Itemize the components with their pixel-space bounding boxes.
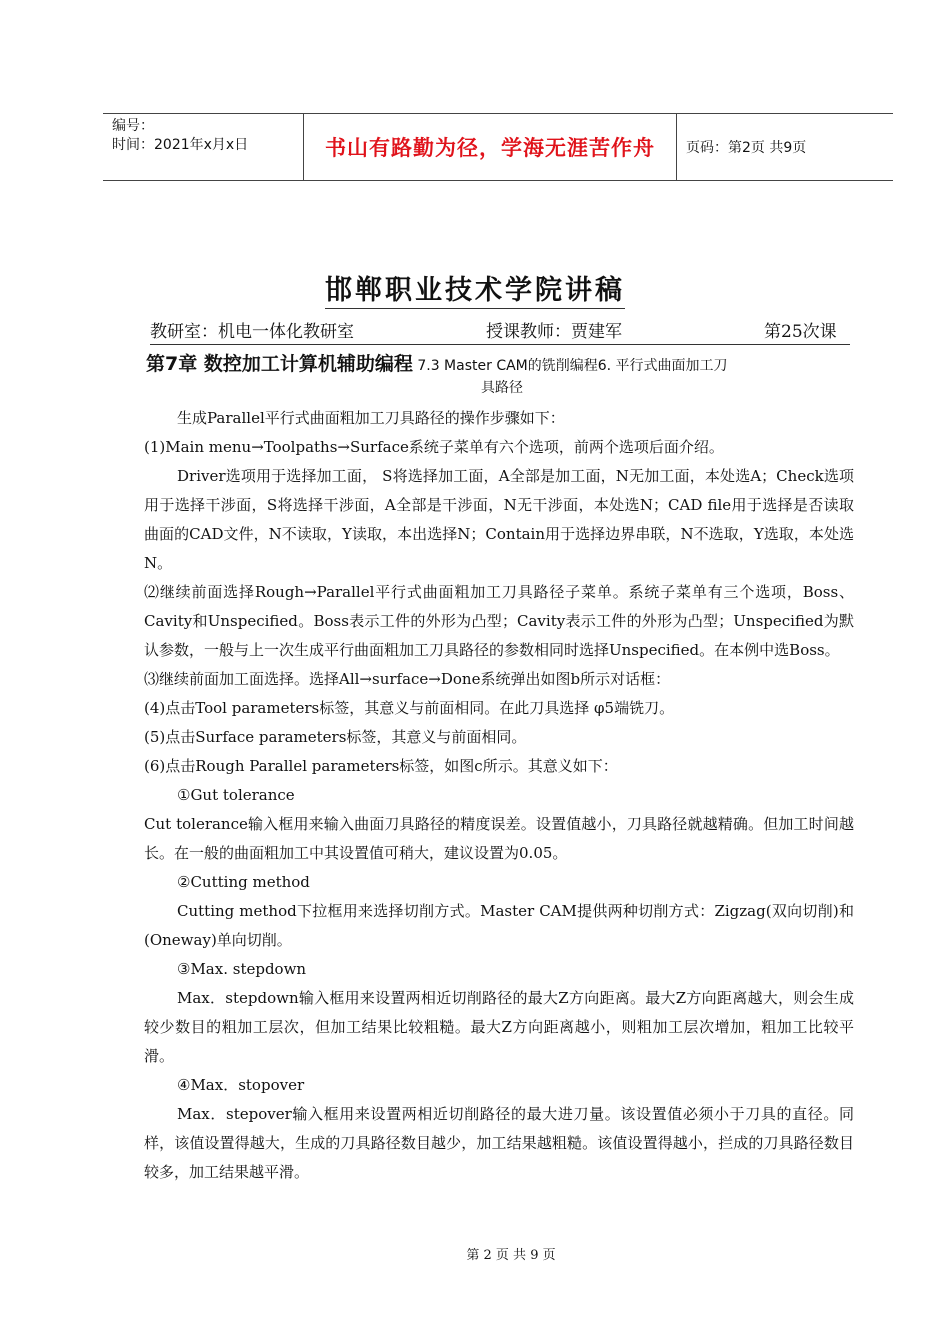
header-info-cell [103,114,304,180]
paragraph: (6)点击Rough Parallel parameters标签，如图c所示。其意义如下： [144,757,618,775]
paragraph: ①Gut tolerance [177,786,295,804]
course-meta-line [150,320,850,345]
paragraph: (4)点击Tool parameters标签，其意义与前面相同。在此刀具选择 φ5端铣刀。 [144,699,675,717]
paragraph: Max．stepdown输入框用来设置两相近切削路径的最大Z方向距离。最大Z方向距离越大，则会生成较少数目的粗加工层次，但加工结果比较粗糙。最大Z方向距离越小，则粗加工层次增加，粗加工比较平滑。 [144,989,854,1065]
paragraph: Max．stepover输入框用来设置两相近切削路径的最大进刀量。该设置值必须小于刀具的直径。同样，该值设置得越大，生成的刀具路径数目越少，加工结果越粗糙。该值设置得越小，拦成的刀具路径数目较多，加工结果越平滑。 [144,1105,854,1181]
paragraph: (1)Main menu→Toolpaths→Surface系统子菜单有六个选项，前两个选项后面介绍。 [144,438,724,456]
header-motto: 书山有路勤为径，学海无涯苦作舟 [304,114,677,180]
paragraph: ⑶继续前面加工面选择。选择All→surface→Done系统弹出如图b所示对话框： [144,670,671,688]
department-label: 教研室：机电一体化教研室 [150,322,354,342]
teacher-label: 授课教师：贾建军 [486,322,622,342]
paragraph: Cutting method下拉框用来选择切削方式。Master CAM提供两种切削方式：Zigzag(双向切削)和(Oneway)单向切削。 [144,902,854,949]
paragraph: ⑵继续前面选择Rough→Parallel平行式曲面粗加工刀具路径子菜单。系统子菜单有三个选项，Boss、Cavity和Unspecified。Boss表示工件的外形为凸型；Cavity表示工件的外形为凸型；Unspecified为默认参数，一般与上一次生成平行曲面粗加工刀具路径的参数相同时选择Unspecified。在本例中选Boss。 [144,583,854,659]
chapter-title: 第7章 数控加工计算机辅助编程 [146,353,413,375]
time-label: 时间：2021年x月x日 [112,137,249,153]
chapter-subtitle: 7.3 Master CAM的铣削编程6. 平行式曲面加工刀 [417,358,728,374]
chapter-subtitle-tail: 具路径 [481,380,523,396]
paragraph: ③Max. stepdown [177,960,307,978]
document-title-wrap [0,268,950,309]
paragraph: Driver选项用于选择加工面， S将选择加工面，A全部是加工面，N无加工面，本处选A；Check选项用于选择干涉面，S将选择干涉面，A全部是干涉面，N无干涉面，本处选N；CAD file用于选择是否读取曲面的CAD文件，N不读取，Y读取，本出选择N；Contain用于选择边界串联，N不选取，Y选取，本处选N。 [144,467,854,572]
body-text [144,404,854,1187]
header-page-code: 页码：第2页 共9页 [686,140,807,156]
paragraph: Cut tolerance输入框用来输入曲面刀具路径的精度误差。设置值越小，刀具路径就越精确。但加工时间越长。在一般的曲面粗加工中其设置值可稍大，建议设置为0.05。 [144,815,854,862]
paragraph: ②Cutting method [177,873,310,891]
paragraph: ④Max．stopover [177,1076,305,1094]
number-label: 编号： [112,118,154,134]
header-table [103,113,893,181]
session-label: 第25次课 [764,322,837,342]
page-footer: 第 2 页 共 9 页 [466,1248,556,1263]
chapter-heading [146,350,858,398]
document-title: 邯郸职业技术学院讲稿 [325,268,625,309]
paragraph: 生成Parallel平行式曲面粗加工刀具路径的操作步骤如下： [177,409,565,427]
paragraph: (5)点击Surface parameters标签，其意义与前面相同。 [144,728,527,746]
